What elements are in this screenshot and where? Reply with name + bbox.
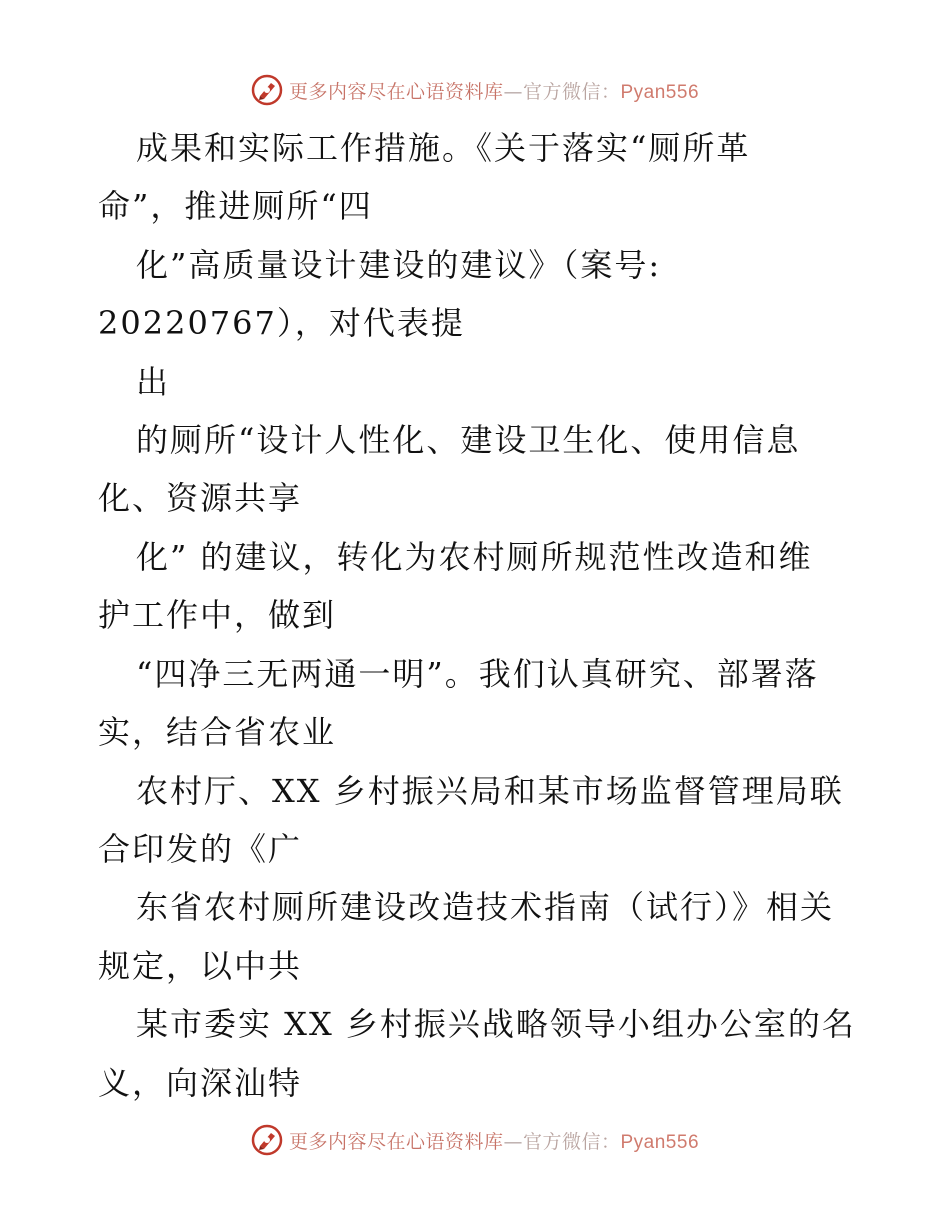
watermark-separator: — (503, 80, 523, 103)
text-line: 化”高质量设计建设的建议》（案号: (136, 246, 662, 284)
text-line: 合印发的《广 (98, 830, 303, 868)
text-line: 护工作中，做到 (98, 596, 337, 634)
text-line: 出 (136, 363, 171, 401)
text-line: 某市委实 XX 乡村振兴战略领导小组办公室的名 (136, 1005, 856, 1043)
text-line: 成果和实际工作措施。《关于落实“厕所革 (136, 129, 751, 167)
watermark-text (289, 1127, 699, 1154)
watermark-brand: 更多内容尽在心语资料库 (288, 1130, 504, 1153)
footer-watermark (0, 1120, 950, 1160)
header-watermark (0, 70, 950, 110)
watermark-wechat-id: Pyan556 (620, 1131, 700, 1153)
text-line: 的厕所“设计人性化、建设卫生化、使用信息 (136, 421, 801, 459)
text-line: 实，结合省农业 (98, 713, 337, 751)
watermark-separator: — (503, 1130, 523, 1153)
text-line: 东省农村厕所建设改造技术指南（试行）》相关 (136, 888, 835, 926)
watermark-wechat-label: 官方微信： (522, 80, 621, 103)
text-line: 20220767），对代表提 (98, 304, 465, 342)
text-line: 化” 的建议，转化为农村厕所规范性改造和维 (136, 538, 813, 576)
pen-circle-logo-icon (251, 74, 283, 106)
watermark-brand: 更多内容尽在心语资料库 (288, 80, 504, 103)
text-line: 农村厅、XX 乡村振兴局和某市场监督管理局联 (136, 772, 844, 810)
pen-circle-logo-icon (251, 1124, 283, 1156)
text-line: 规定，以中共 (98, 947, 303, 985)
text-line: 义，向深汕特 (98, 1064, 303, 1102)
text-line: 命”，推进厕所“四 (98, 187, 373, 225)
watermark-wechat-id: Pyan556 (620, 81, 700, 103)
text-line: “四净三无两通一明”。我们认真研究、部署落 (136, 655, 819, 693)
watermark-text (289, 77, 699, 104)
watermark-wechat-label: 官方微信： (522, 1130, 621, 1153)
text-line: 化、资源共享 (98, 479, 303, 517)
